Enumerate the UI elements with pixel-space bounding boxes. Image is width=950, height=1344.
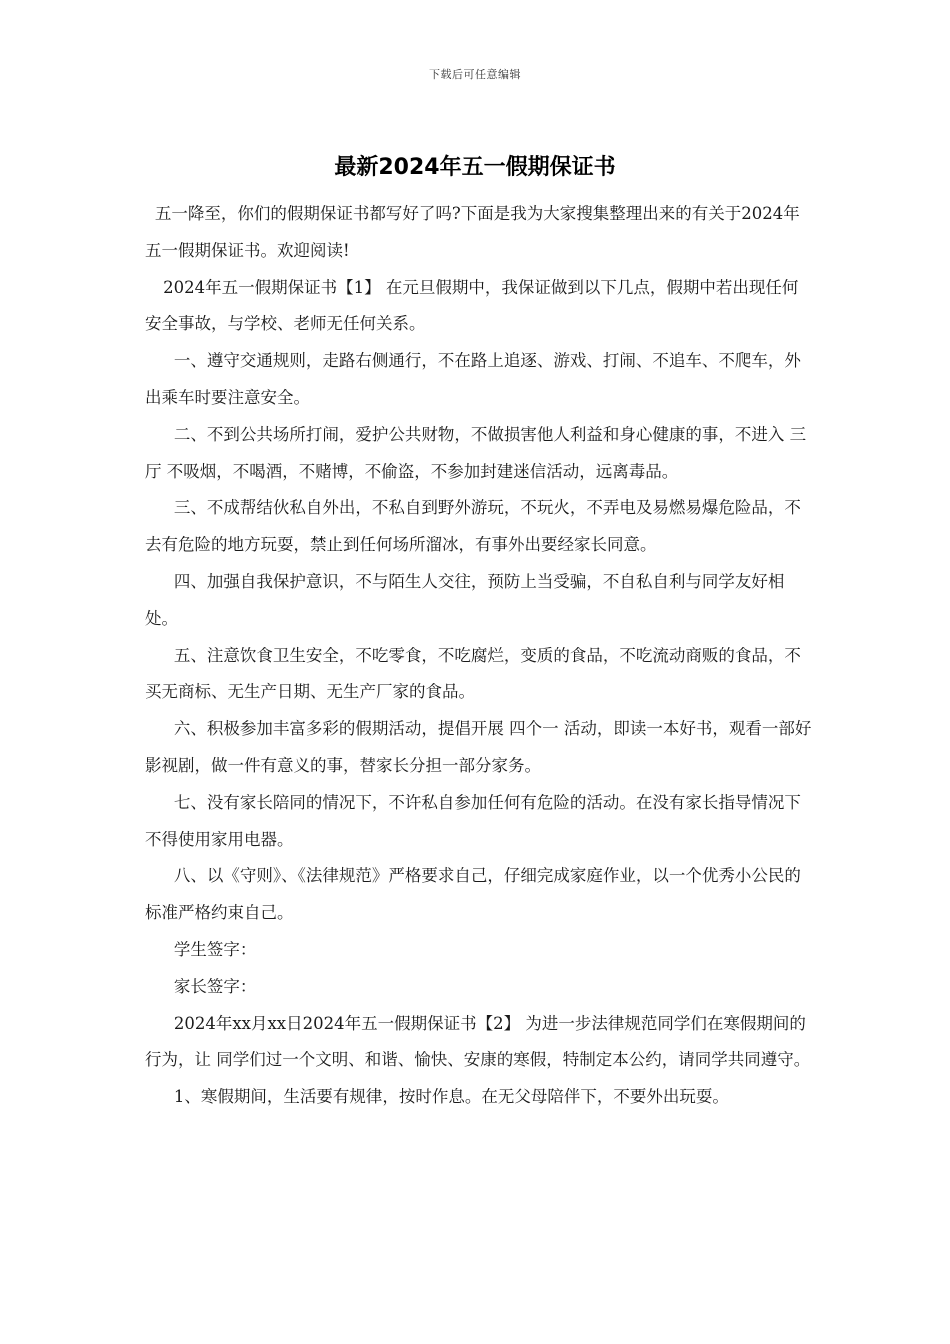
- document-body: [145, 196, 813, 1116]
- paragraph-pledge-1-intro: 2024年五一假期保证书【1】 在元旦假期中，我保证做到以下几点，假期中若出现任何安全事故，与学校、老师无任何关系。: [145, 277, 799, 334]
- paragraph-pledge-2-intro: 2024年xx月xx日2024年五一假期保证书【2】 为进一步法律规范同学们在寒假期间的行为，让 同学们过一个文明、和谐、愉快、安康的寒假，特制定本公约，请同学共同遵守。: [145, 1013, 811, 1070]
- paragraph-item-1: 一、遵守交通规则，走路右侧通行，不在路上追逐、游戏、打闹、不追车、不爬车，外出乘车时要注意安全。: [145, 351, 801, 407]
- document-title: 最新2024年五一假期保证书: [334, 155, 616, 180]
- student-signature-line: 学生签字：: [173, 939, 257, 959]
- paragraph-item-8: 八、以《守则》、《法律规范》严格要求自己，仔细完成家庭作业，以一个优秀小公民的标准严格约束自己。: [145, 866, 801, 923]
- header-note: 下载后可任意编辑: [429, 68, 521, 81]
- paragraph-item-3: 三、不成帮结伙私自外出，不私自到野外游玩，不玩火，不弄电及易燃易爆危险品，不去有危险的地方玩耍，禁止到任何场所溜冰，有事外出要经家长同意。: [145, 498, 801, 555]
- parent-signature-line: 家长签字：: [173, 976, 257, 996]
- paragraph-intro: 五一降至，你们的假期保证书都写好了吗?下面是我为大家搜集整理出来的有关于2024年五一假期保证书。欢迎阅读!: [145, 204, 800, 260]
- paragraph-item-6: 六、积极参加丰富多彩的假期活动，提倡开展 四个一 活动，即读一本好书，观看一部好影视剧，做一件有意义的事，替家长分担一部分家务。: [145, 719, 812, 775]
- paragraph-item-5: 五、注意饮食卫生安全，不吃零食，不吃腐烂，变质的食品，不吃流动商贩的食品，不买无商标、无生产日期、无生产厂家的食品。: [145, 645, 801, 702]
- paragraph-item-7: 七、没有家长陪同的情况下，不许私自参加任何有危险的活动。在没有家长指导情况下不得使用家用电器。: [145, 792, 801, 849]
- paragraph-item-4: 四、加强自我保护意识，不与陌生人交往，预防上当受骗，不自私自利与同学友好相处。: [145, 571, 785, 628]
- paragraph-item-2: 二、不到公共场所打闹，爱护公共财物，不做损害他人利益和身心健康的事，不进入 三厅 不吸烟，不喝酒，不赌博，不偷盗，不参加封建迷信活动，远离毒品。: [145, 424, 807, 481]
- paragraph-rule-1: 1、寒假期间，生活要有规律，按时作息。在无父母陪伴下，不要外出玩耍。: [173, 1087, 729, 1107]
